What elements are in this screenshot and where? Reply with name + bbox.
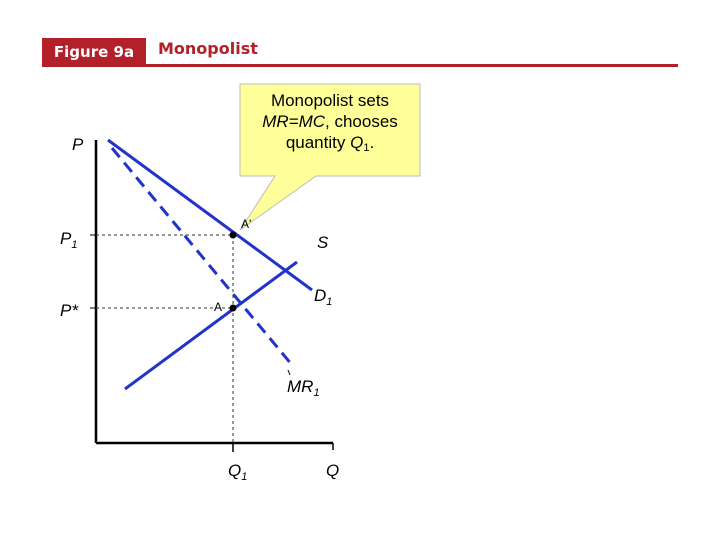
supply-label: S [317, 233, 329, 252]
point-a [230, 305, 237, 312]
mr-label: $MR_1$ [287, 377, 320, 399]
figure-title: Monopolist [158, 39, 258, 58]
figure-label: Figure 9a [42, 38, 146, 66]
callout-line2: MR=MC, chooses [262, 112, 398, 131]
supply-curve [125, 262, 297, 389]
callout-line1: Monopolist sets [270, 91, 390, 110]
p1-label: $P_1$ [60, 229, 78, 251]
x-axis-label: Q [326, 461, 340, 480]
demand-label: $D_1$ [314, 286, 333, 308]
mr-leader [288, 370, 290, 375]
pstar-label: P* [60, 301, 78, 320]
q1-label: $Q_1$ [228, 461, 248, 483]
callout-line3: quantity Q1. [285, 133, 375, 154]
point-a-label: A [214, 300, 223, 314]
y-axis-label: P [72, 135, 84, 154]
point-a-prime [230, 232, 237, 239]
point-a-prime-label: A' [241, 217, 252, 231]
